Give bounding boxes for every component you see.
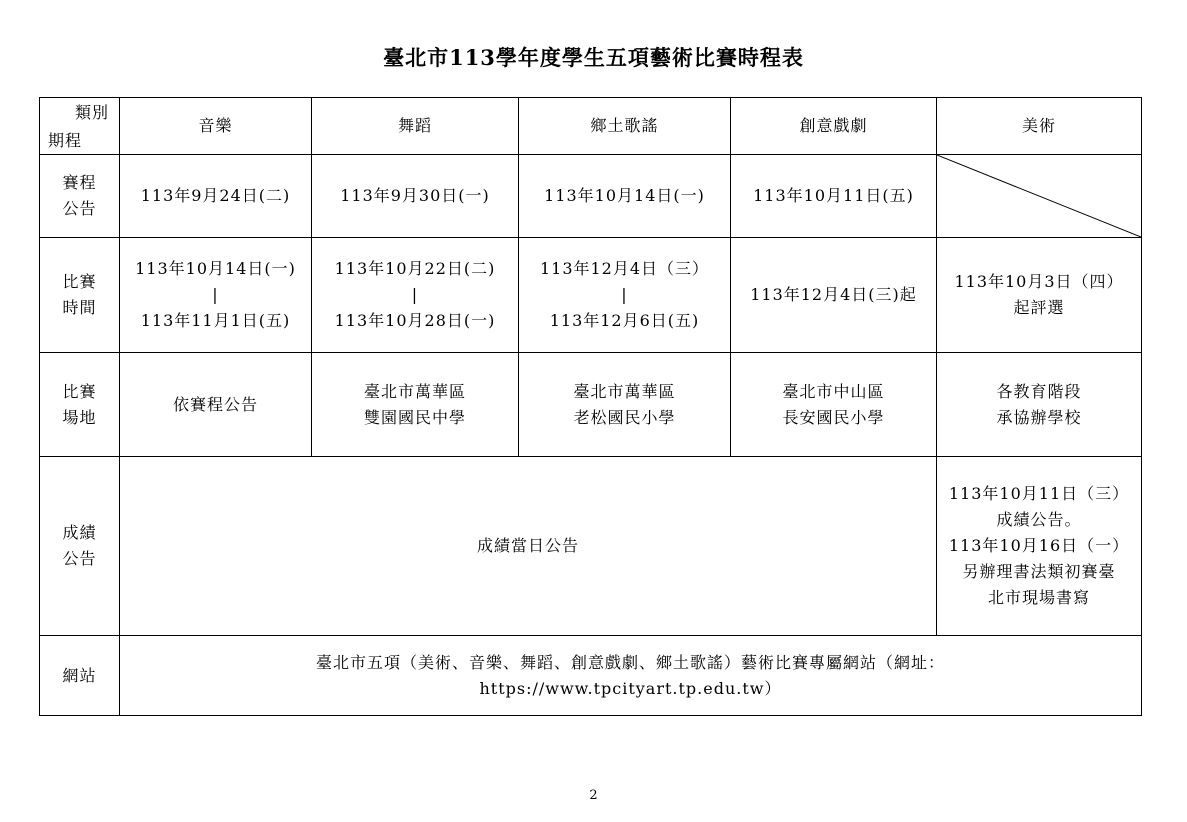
website-url-link[interactable]: https://www.tpcityart.tp.edu.tw） xyxy=(479,678,782,698)
row-label-time: 比賽 時間 xyxy=(40,238,120,353)
announce-folk-song: 113年10月14日(一) xyxy=(519,155,731,238)
header-dance: 舞蹈 xyxy=(312,98,519,155)
website-row xyxy=(40,636,1142,716)
header-folk-song: 鄉土歌謠 xyxy=(519,98,731,155)
diagonal-line xyxy=(937,155,1141,237)
header-drama: 創意戲劇 xyxy=(731,98,937,155)
venue-music: 依賽程公告 xyxy=(120,353,312,457)
announce-row xyxy=(40,155,1142,238)
venue-folk-song: 臺北市萬華區 老松國民小學 xyxy=(519,353,731,457)
row-label-website: 網站 xyxy=(40,636,120,716)
announce-drama: 113年10月11日(五) xyxy=(731,155,937,238)
schedule-table xyxy=(39,97,1142,716)
row-label-announce: 賽程 公告 xyxy=(40,155,120,238)
header-music: 音樂 xyxy=(120,98,312,155)
website-description: 臺北市五項（美術、音樂、舞蹈、創意戲劇、鄉土歌謠）藝術比賽專屬網站（網址： xyxy=(315,652,945,672)
page-number: 2 xyxy=(589,788,598,803)
venue-dance: 臺北市萬華區 雙園國民中學 xyxy=(312,353,519,457)
time-art: 113年10月3日（四） 起評選 xyxy=(937,238,1142,353)
time-folk-song: 113年12月4日（三） | 113年12月6日(五) xyxy=(519,238,731,353)
corner-category-label: 類別 xyxy=(74,103,109,122)
time-dance: 113年10月22日(二) | 113年10月28日(一) xyxy=(312,238,519,353)
corner-period-label: 期程 xyxy=(48,131,83,150)
results-art: 113年10月11日（三） 成績公告。 113年10月16日（一） 另辦理書法類初賽臺 北市現場書寫 xyxy=(937,457,1142,636)
announce-dance: 113年9月30日(一) xyxy=(312,155,519,238)
header-art: 美術 xyxy=(937,98,1142,155)
website-info xyxy=(120,636,1142,716)
venue-row xyxy=(40,353,1142,457)
time-row xyxy=(40,238,1142,353)
row-label-results: 成績 公告 xyxy=(40,457,120,636)
venue-art: 各教育階段 承協辦學校 xyxy=(937,353,1142,457)
venue-drama: 臺北市中山區 長安國民小學 xyxy=(731,353,937,457)
corner-cell xyxy=(40,98,120,155)
results-others: 成績當日公告 xyxy=(120,457,937,636)
row-label-venue: 比賽 場地 xyxy=(40,353,120,457)
header-row xyxy=(40,98,1142,155)
announce-art-empty xyxy=(937,155,1142,238)
time-music: 113年10月14日(一) | 113年11月1日(五) xyxy=(120,238,312,353)
time-drama: 113年12月4日(三)起 xyxy=(731,238,937,353)
page-title: 臺北市113學年度學生五項藝術比賽時程表 xyxy=(383,45,804,70)
announce-music: 113年9月24日(二) xyxy=(120,155,312,238)
results-row xyxy=(40,457,1142,636)
